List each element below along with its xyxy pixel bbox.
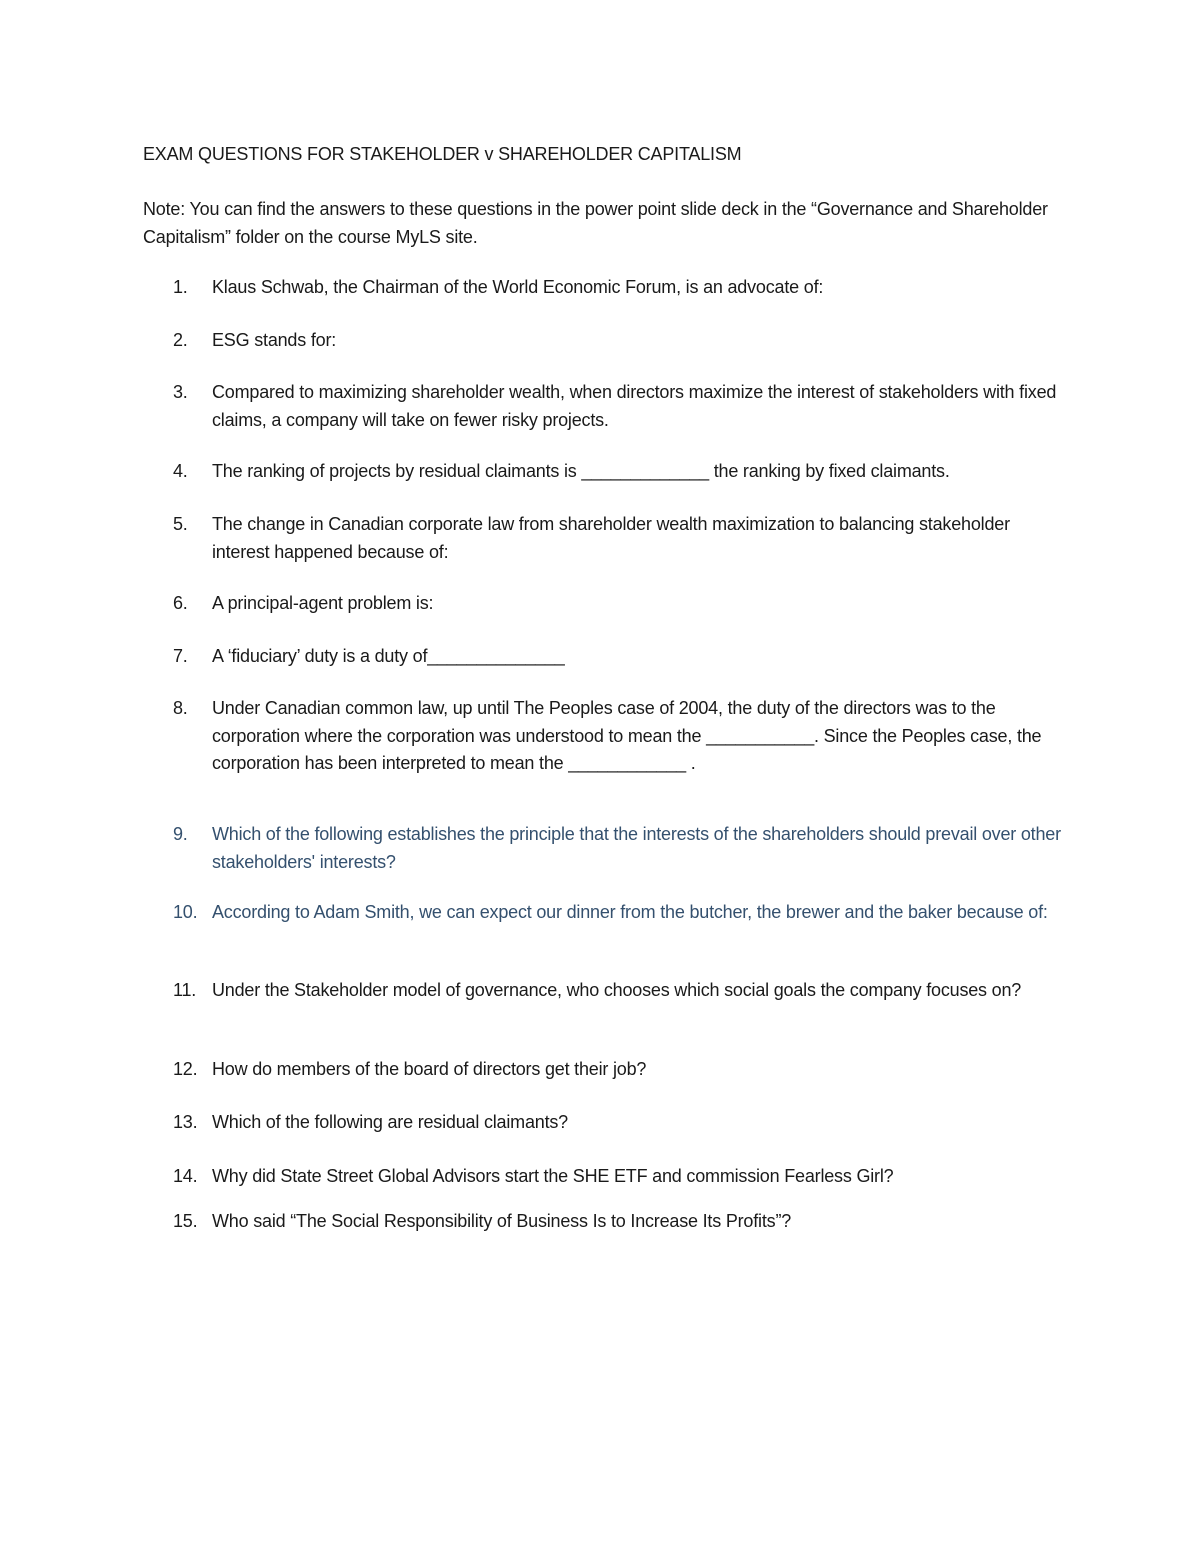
question-number: 15. [173,1211,198,1231]
page-title: EXAM QUESTIONS FOR STAKEHOLDER v SHAREHOLDER CAPITALISM [143,144,742,164]
question-item [143,977,1063,1005]
question-number: 11. [173,980,197,1000]
question-text: Under the Stakeholder model of governance, who chooses which social goals the company focuses on? [212,980,1022,1000]
question-item [143,274,1063,302]
question-number: 3. [173,382,188,402]
question-item [143,821,1063,876]
question-number: 13. [173,1112,198,1132]
question-number: 1. [173,277,188,297]
question-text: ESG stands for: [212,330,337,350]
question-text: Which of the following are residual claimants? [212,1112,568,1132]
question-item [143,643,1063,671]
question-number: 9. [173,824,188,844]
question-item [143,1056,1063,1084]
question-number: 4. [173,461,188,481]
question-number: 12. [173,1059,198,1079]
question-text: Klaus Schwab, the Chairman of the World Economic Forum, is an advocate of: [212,277,824,297]
question-text: Who said “The Social Responsibility of Business Is to Increase Its Profits”? [212,1211,792,1231]
question-text: The ranking of projects by residual claimants is _____________ the ranking by fixed claimants. [212,461,950,481]
question-item [143,1163,1063,1191]
question-number: 2. [173,330,188,350]
question-text: How do members of the board of directors get their job? [212,1059,647,1079]
question-text: Which of the following establishes the principle that the interests of the shareholders should prevail over other stakeholders' interests? [212,824,1061,872]
question-text: A ‘fiduciary’ duty is a duty of______________ [212,646,565,666]
question-number: 8. [173,698,188,718]
question-item [143,327,1063,355]
question-text: According to Adam Smith, we can expect our dinner from the butcher, the brewer and the baker because of: [212,902,1048,922]
question-item [143,511,1063,566]
question-text: A principal-agent problem is: [212,593,434,613]
question-item [143,1109,1063,1137]
question-text: Why did State Street Global Advisors start the SHE ETF and commission Fearless Girl? [212,1166,894,1186]
question-item [143,1208,1063,1236]
question-number: 14. [173,1166,198,1186]
question-text: The change in Canadian corporate law from shareholder wealth maximization to balancing stakeholder interest happened because of: [212,514,1010,562]
question-item [143,458,1063,486]
question-number: 7. [173,646,188,666]
question-number: 6. [173,593,188,613]
question-item [143,590,1063,618]
question-text: Compared to maximizing shareholder wealth, when directors maximize the interest of stakeholders with fixed claims, a company will take on fewer risky projects. [212,382,1057,430]
question-text: Under Canadian common law, up until The Peoples case of 2004, the duty of the directors was to the corporation where the corporation was understood to mean the ___________. Since the Peoples case, the corporation has been interpreted to mean the ____________ . [212,698,1042,773]
question-item [143,899,1063,927]
question-item [143,379,1063,434]
question-number: 5. [173,514,188,534]
question-item [143,695,1063,778]
question-number: 10. [173,902,198,922]
note-paragraph: Note: You can find the answers to these questions in the power point slide deck in the “Governance and Shareholder Capitalism” folder on the course MyLS site. [143,199,1048,247]
